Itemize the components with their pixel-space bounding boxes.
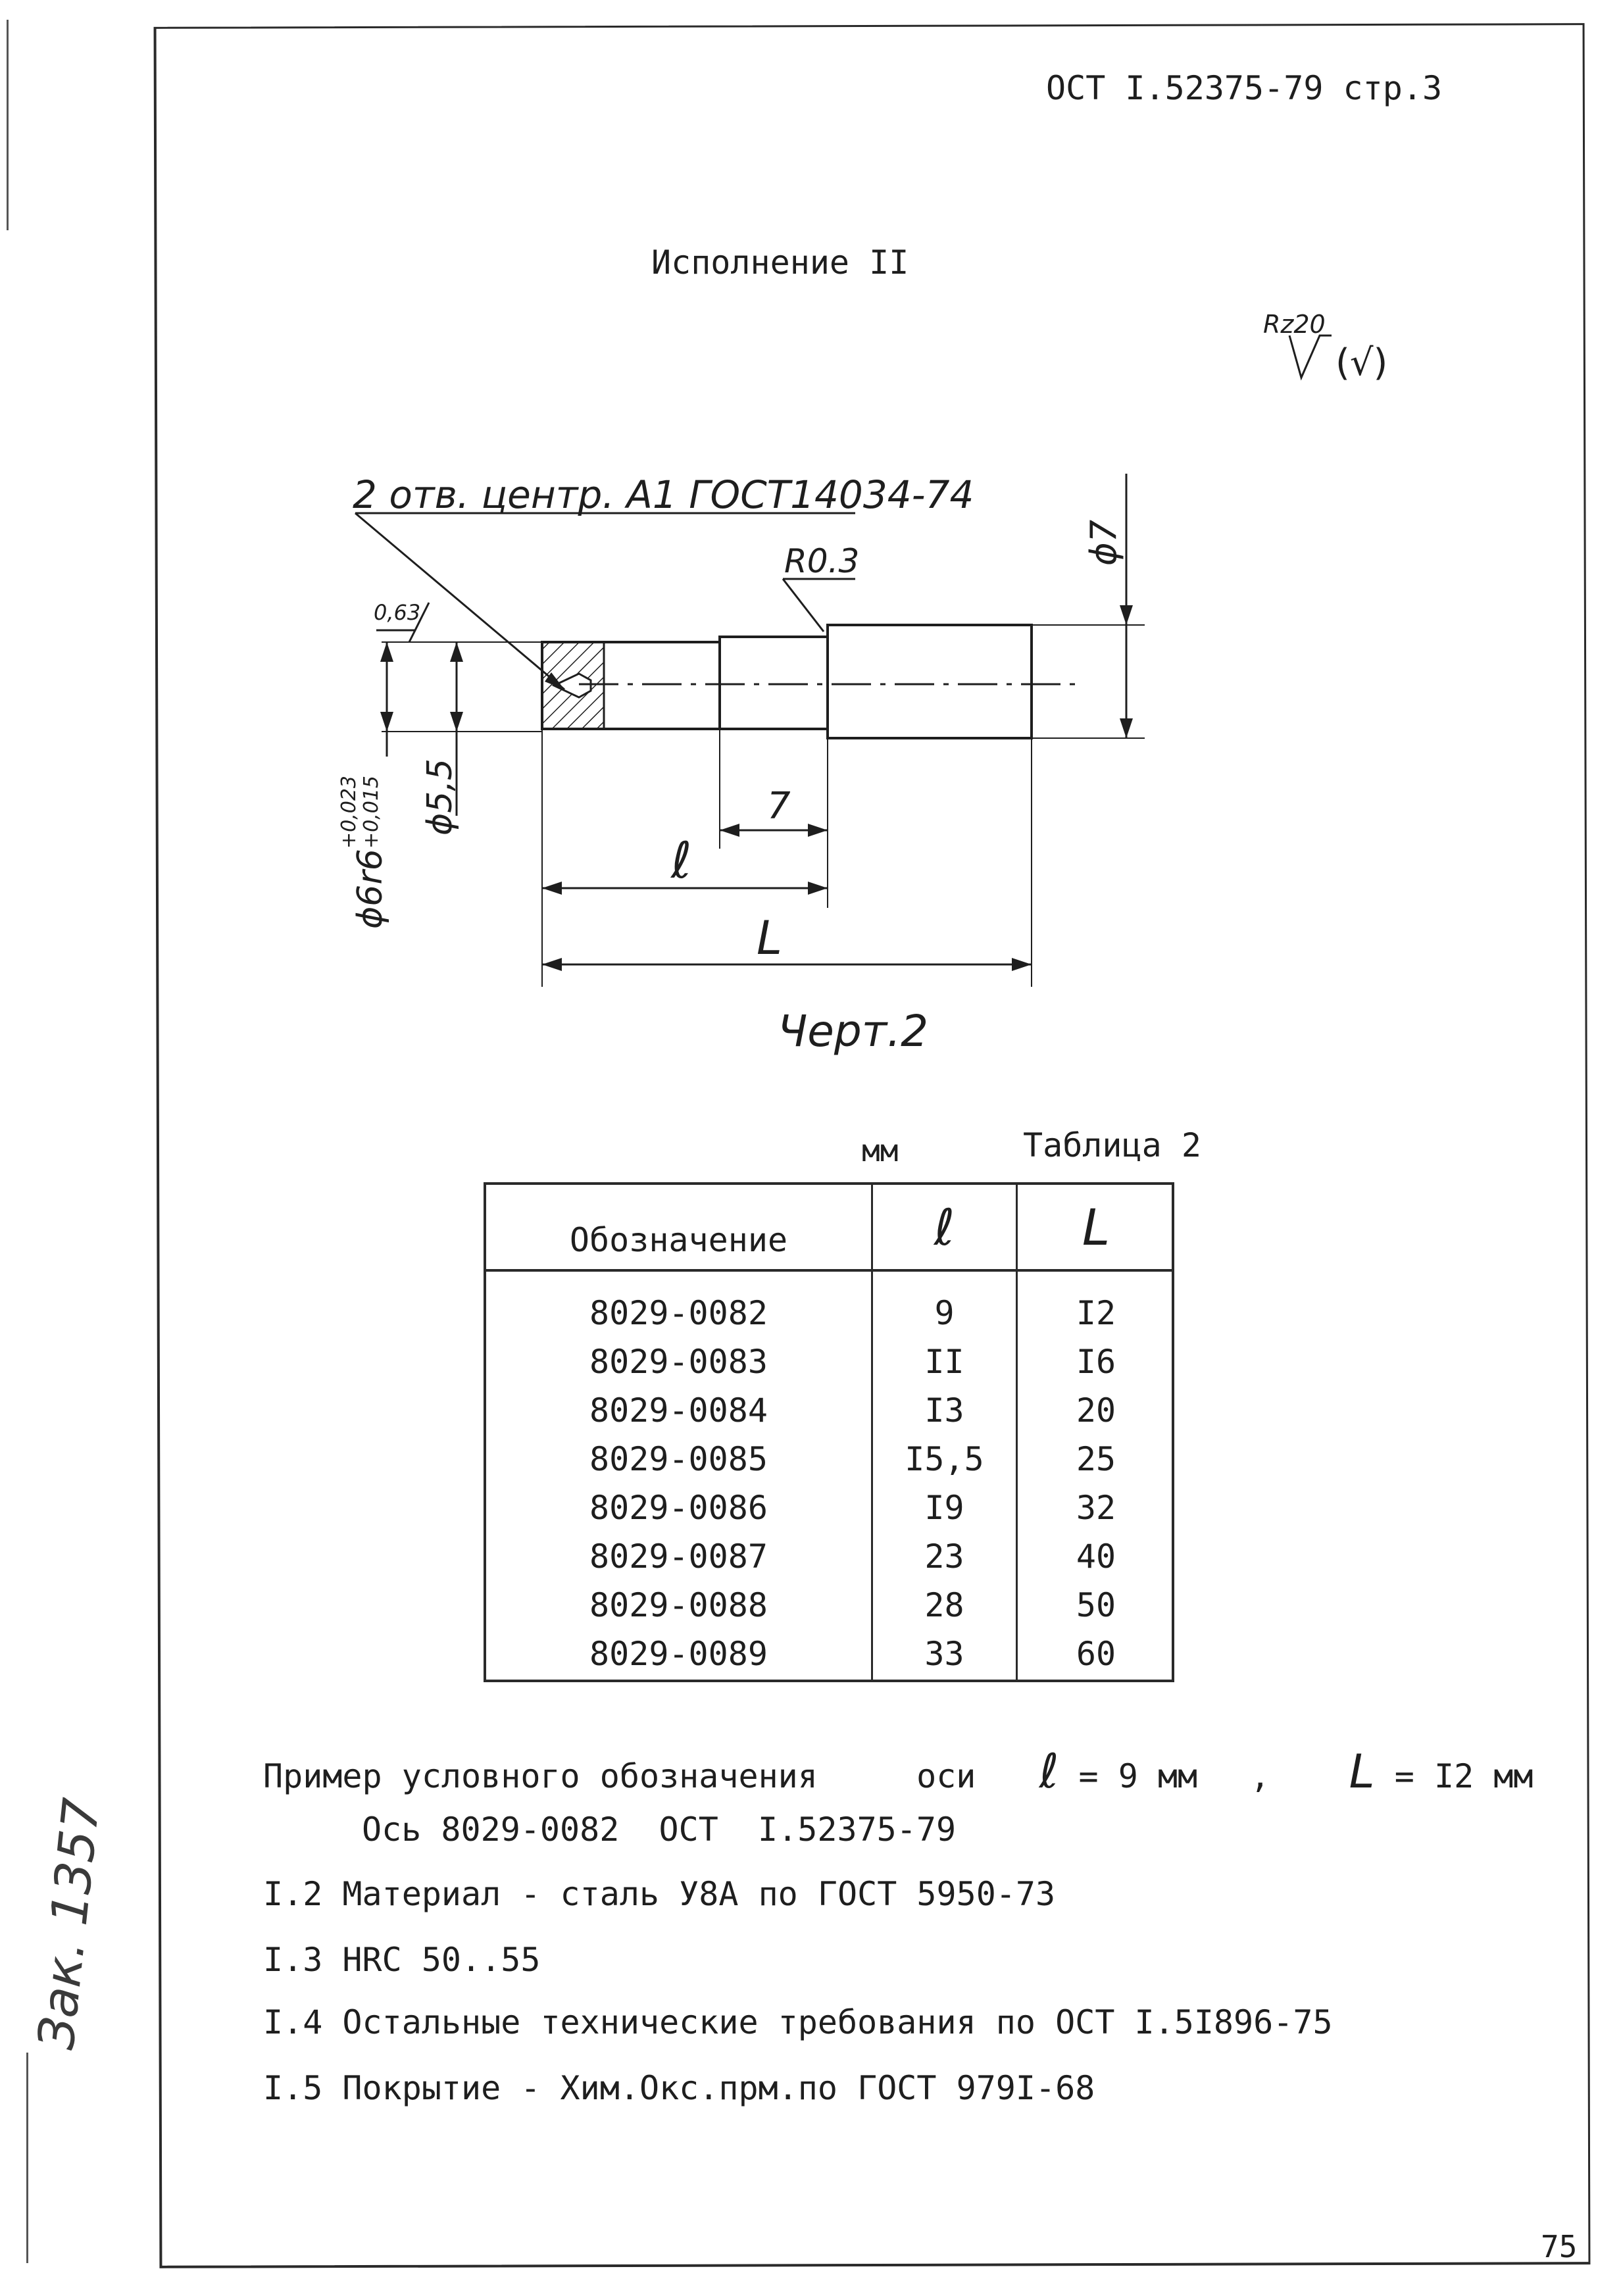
note-number: I.5 xyxy=(263,2069,323,2107)
note-number: I.2 xyxy=(263,1875,323,1913)
table-cell: I9 xyxy=(924,1489,964,1527)
shaft-large-section xyxy=(828,625,1032,738)
note-text: Материал - сталь У8А по ГОСТ 5950-73 xyxy=(342,1875,1056,1913)
table-cell: I5,5 xyxy=(905,1440,984,1478)
table-cell: 25 xyxy=(1076,1440,1116,1478)
example-designation: Ось 8029-0082 ОСТ I.52375-79 xyxy=(362,1810,957,1849)
table-cell: I6 xyxy=(1076,1343,1116,1381)
note-text: Покрытие - Хим.Окс.прм.по ГОСТ 979I-68 xyxy=(342,2069,1095,2107)
chamfer-roughness-label: 0,63 xyxy=(374,600,421,625)
L-column xyxy=(1018,1289,1174,1678)
note-material xyxy=(263,1875,1055,1913)
diameter-fit-label: ϕ6r6 xyxy=(351,849,390,929)
table-cell: 33 xyxy=(924,1635,964,1673)
example-lead: Пример условного обозначения xyxy=(263,1757,818,1795)
example-item: оси xyxy=(916,1757,976,1795)
binding-mark-bottom xyxy=(26,2053,28,2263)
example-l-symbol: ℓ xyxy=(1039,1743,1059,1799)
note-coating xyxy=(263,2069,1095,2107)
table-cell: 8029-0087 xyxy=(589,1537,768,1576)
dimensions-table xyxy=(484,1182,1174,1682)
table-cell: 9 xyxy=(934,1294,955,1332)
shaft-neck xyxy=(720,637,828,729)
table-cell: I2 xyxy=(1076,1294,1116,1332)
section-title: Исполнение II xyxy=(651,243,909,282)
note-number: I.3 xyxy=(263,1941,323,1979)
header-l: ℓ xyxy=(934,1197,955,1257)
table-cell: II xyxy=(924,1343,964,1381)
table-units: мм xyxy=(862,1133,899,1168)
diameter-small-label: ϕ5,5 xyxy=(420,759,460,836)
example-separator: , xyxy=(1250,1757,1270,1795)
example-line xyxy=(263,1743,1533,1799)
table-cell: 20 xyxy=(1076,1391,1116,1430)
table-cell: 8029-0086 xyxy=(589,1489,768,1527)
table-cell: 28 xyxy=(924,1586,964,1624)
table-cell: I3 xyxy=(924,1391,964,1430)
table-cell: 23 xyxy=(924,1537,964,1576)
margin-order-note: Зак. 1357 xyxy=(26,1795,111,2053)
roughness-label: Rz20 xyxy=(1263,310,1326,339)
tolerance-upper: +0,023 xyxy=(337,775,361,849)
table-title: Таблица 2 xyxy=(1023,1126,1201,1164)
fillet-radius-label: R0.3 xyxy=(784,542,860,580)
note-requirements xyxy=(263,2003,1333,2041)
header-L: L xyxy=(1082,1197,1110,1257)
example-L-value: = I2 мм xyxy=(1394,1757,1534,1795)
l-dim-label: ℓ xyxy=(671,831,692,889)
table-cell: 40 xyxy=(1076,1537,1116,1576)
center-holes-note: 2 отв. центр. A1 ГОСТ14034-74 xyxy=(353,472,974,517)
table-cell: 32 xyxy=(1076,1489,1116,1527)
L-dim-label: L xyxy=(757,911,782,965)
note-text: Остальные технические требования по ОСТ I.5I896-75 xyxy=(342,2003,1333,2041)
note-hardness xyxy=(263,1941,540,1979)
tolerance-lower: +0,015 xyxy=(360,775,383,849)
page-number: 75 xyxy=(1541,2229,1578,2264)
example-L-symbol: L xyxy=(1349,1745,1375,1799)
diameter-large-label: ϕ7 xyxy=(1083,520,1124,566)
table-cell: 8029-0082 xyxy=(589,1294,768,1332)
table-cell: 8029-0089 xyxy=(589,1635,768,1673)
note-text: HRC 50..55 xyxy=(342,1941,541,1979)
designation-column xyxy=(486,1289,871,1678)
drawing-caption: Черт.2 xyxy=(778,1006,929,1057)
table-cell: 8029-0084 xyxy=(589,1391,768,1430)
roughness-parenthetical: (√) xyxy=(1335,341,1388,384)
note-number: I.4 xyxy=(263,2003,323,2041)
table-cell: 8029-0083 xyxy=(589,1343,768,1381)
table-cell: 8029-0085 xyxy=(589,1440,768,1478)
table-cell: 8029-0088 xyxy=(589,1586,768,1624)
neck-length-label: 7 xyxy=(767,785,791,828)
example-l-value: = 9 мм xyxy=(1078,1757,1198,1795)
fillet-leader xyxy=(783,579,824,632)
table-cell: 50 xyxy=(1076,1586,1116,1624)
header-designation: Обозначение xyxy=(569,1221,788,1259)
l-column xyxy=(873,1289,1016,1678)
standard-reference: ОСТ I.52375-79 стр.3 xyxy=(1046,69,1443,107)
part-drawing xyxy=(0,0,1621,1118)
table-cell: 60 xyxy=(1076,1635,1116,1673)
